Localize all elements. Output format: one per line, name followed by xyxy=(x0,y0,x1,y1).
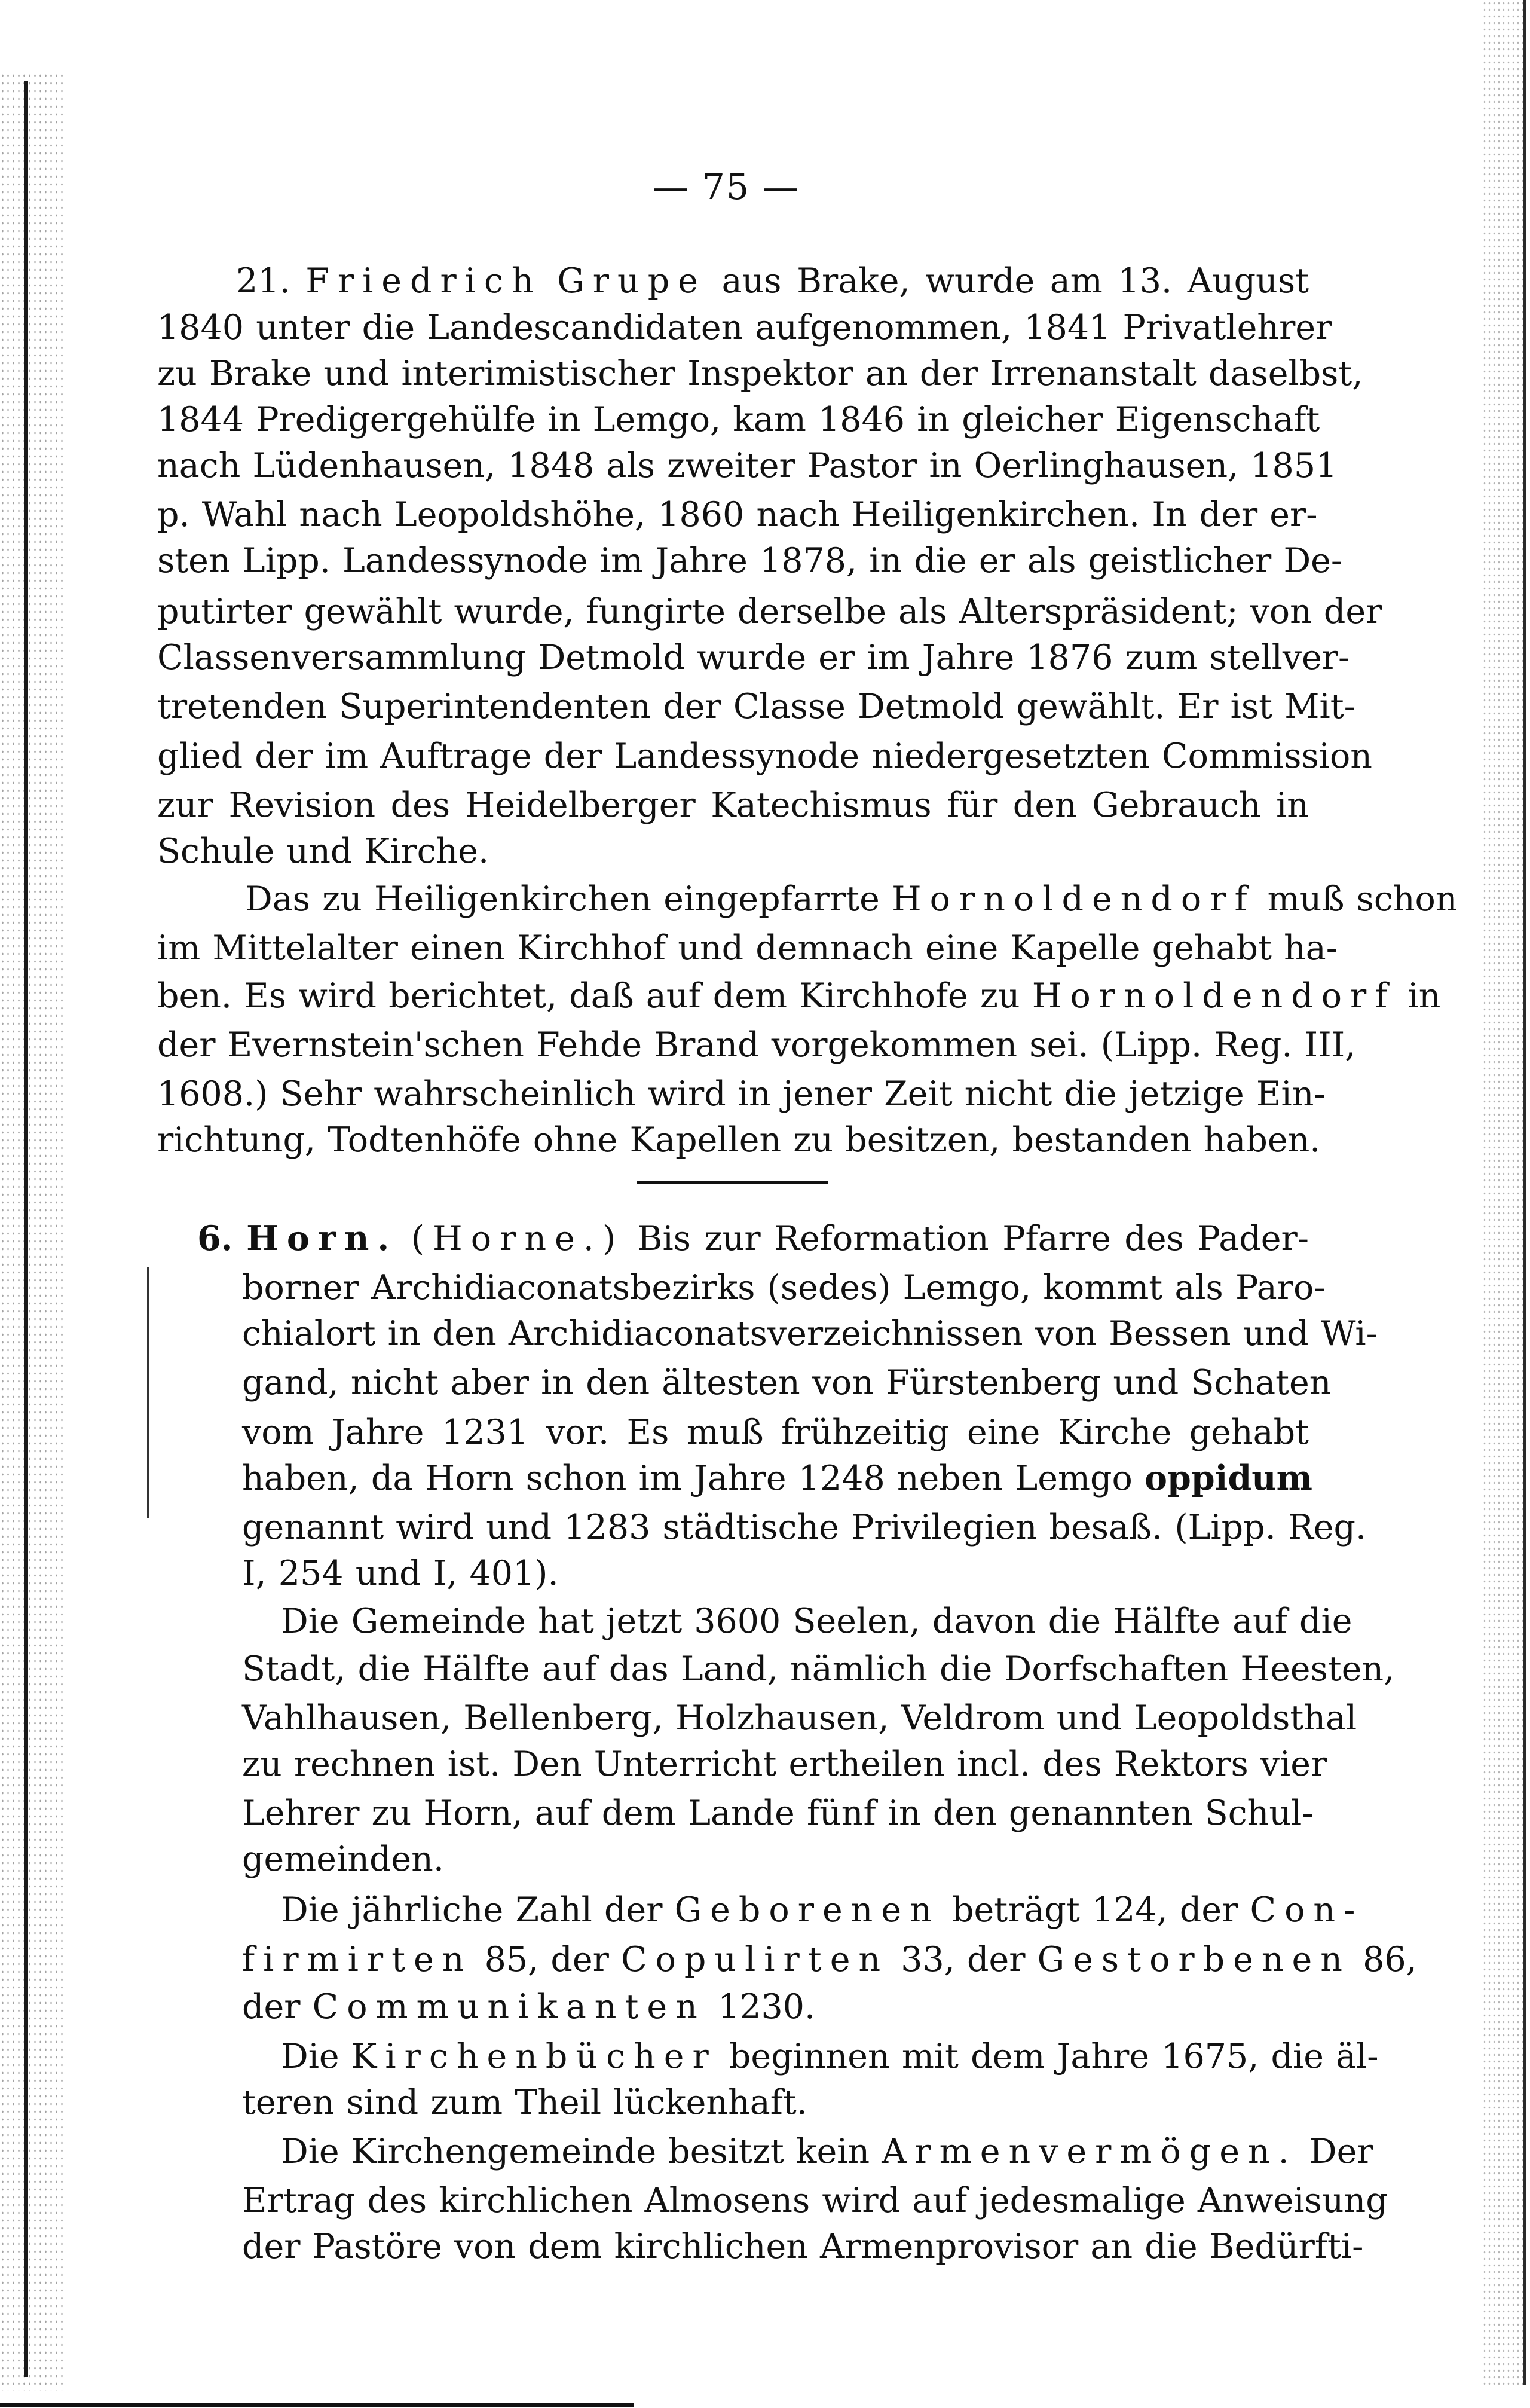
text-line: glied der im Auftrage der Landessynode niedergesetzten Commission xyxy=(157,737,1372,776)
text-line: borner Archidiaconatsbezirks (sedes) Lemgo, kommt als Paro- xyxy=(242,1268,1326,1307)
text-line: 6. Horn. (Horne.) Bis zur Reformation Pfarre des Pader- xyxy=(197,1218,1309,1258)
text-line: im Mittelalter einen Kirchhof und demnach eine Kapelle gehabt ha- xyxy=(157,928,1338,968)
text-line: zur Revision des Heidelberger Katechismus für den Gebrauch in xyxy=(157,786,1309,825)
text-line: Classenversammlung Detmold wurde er im Jahre 1876 zum stellver- xyxy=(157,638,1350,677)
text-line: I, 254 und I, 401). xyxy=(242,1554,559,1593)
text-line: zu rechnen ist. Den Unterricht ertheilen incl. des Rektors vier xyxy=(242,1744,1327,1784)
text-line: Stadt, die Hälfte auf das Land, nämlich die Dorfschaften Heesten, xyxy=(242,1649,1395,1689)
scan-bottom-edge xyxy=(0,2403,634,2407)
text-line: zu Brake und interimistischer Inspektor an der Irrenanstalt daselbst, xyxy=(157,354,1363,393)
text-line: Die Gemeinde hat jetzt 3600 Seelen, davon die Hälfte auf die xyxy=(281,1602,1352,1641)
text-line: gemeinden. xyxy=(242,1839,444,1879)
text-line: gand, nicht aber in den ältesten von Fürstenberg und Schaten xyxy=(242,1363,1332,1402)
text-line: 1840 unter die Landescandidaten aufgenommen, 1841 Privatlehrer xyxy=(157,308,1332,347)
text-line: 21. Friedrich Grupe aus Brake, wurde am 13. August xyxy=(236,261,1309,301)
text-line: Schule und Kirche. xyxy=(157,832,489,871)
text-line: Die Kirchengemeinde besitzt kein Armenvermögen. Der xyxy=(281,2132,1373,2171)
page-right-border xyxy=(1523,0,1526,2385)
text-line: Das zu Heiligenkirchen eingepfarrte Hornoldendorf muß schon xyxy=(245,879,1458,919)
text-line: Vahlhausen, Bellenberg, Holzhausen, Veldrom und Leopoldsthal xyxy=(242,1698,1357,1738)
text-line: der Communikanten 1230. xyxy=(242,1987,816,2027)
scan-edge-noise-left xyxy=(0,72,66,2391)
text-line: nach Lüdenhausen, 1848 als zweiter Pastor in Oerlinghausen, 1851 xyxy=(157,446,1338,485)
text-line: Die jährliche Zahl der Geborenen beträgt 124, der Con- xyxy=(281,1890,1364,1930)
margin-bracket-line xyxy=(147,1267,149,1518)
section-separator-rule xyxy=(637,1181,828,1184)
text-line: tretenden Superintendenten der Classe Detmold gewählt. Er ist Mit- xyxy=(157,687,1355,726)
text-line: Ertrag des kirchlichen Almosens wird auf jedesmalige Anweisung xyxy=(242,2181,1388,2220)
text-line: der Evernstein'schen Fehde Brand vorgekommen sei. (Lipp. Reg. III, xyxy=(157,1025,1356,1065)
text-line: Lehrer zu Horn, auf dem Lande fünf in den genannten Schul- xyxy=(242,1793,1314,1833)
text-line: firmirten 85, der Copulirten 33, der Gestorbenen 86, xyxy=(242,1940,1417,1979)
text-line: sten Lipp. Landessynode im Jahre 1878, in die er als geistlicher De- xyxy=(157,541,1343,580)
page-number: — 75 — xyxy=(652,166,800,208)
text-line: putirter gewählt wurde, fungirte derselbe als Alterspräsident; von der xyxy=(157,592,1382,631)
text-line: 1608.) Sehr wahrscheinlich wird in jener Zeit nicht die jetzige Ein- xyxy=(157,1074,1326,1114)
text-line: haben, da Horn schon im Jahre 1248 neben Lemgo oppidum xyxy=(242,1458,1312,1498)
scan-edge-noise-right xyxy=(1482,0,1524,2385)
text-line: teren sind zum Theil lückenhaft. xyxy=(242,2083,807,2122)
text-line: genannt wird und 1283 städtische Privilegien besaß. (Lipp. Reg. xyxy=(242,1508,1367,1547)
page-left-border xyxy=(24,81,28,2377)
text-line: vom Jahre 1231 vor. Es muß frühzeitig eine Kirche gehabt xyxy=(242,1413,1309,1452)
text-line: der Pastöre von dem kirchlichen Armenprovisor an die Bedürfti- xyxy=(242,2227,1364,2266)
text-line: richtung, Todtenhöfe ohne Kapellen zu besitzen, bestanden haben. xyxy=(157,1120,1321,1160)
text-line: Die Kirchenbücher beginnen mit dem Jahre 1675, die äl- xyxy=(281,2037,1379,2076)
text-line: ben. Es wird berichtet, daß auf dem Kirchhofe zu Hornoldendorf in xyxy=(157,976,1441,1016)
text-line: p. Wahl nach Leopoldshöhe, 1860 nach Heiligenkirchen. In der er- xyxy=(157,495,1318,534)
text-line: 1844 Predigergehülfe in Lemgo, kam 1846 in gleicher Eigenschaft xyxy=(157,400,1320,439)
text-line: chialort in den Archidiaconatsverzeichnissen von Bessen und Wi- xyxy=(242,1314,1378,1353)
